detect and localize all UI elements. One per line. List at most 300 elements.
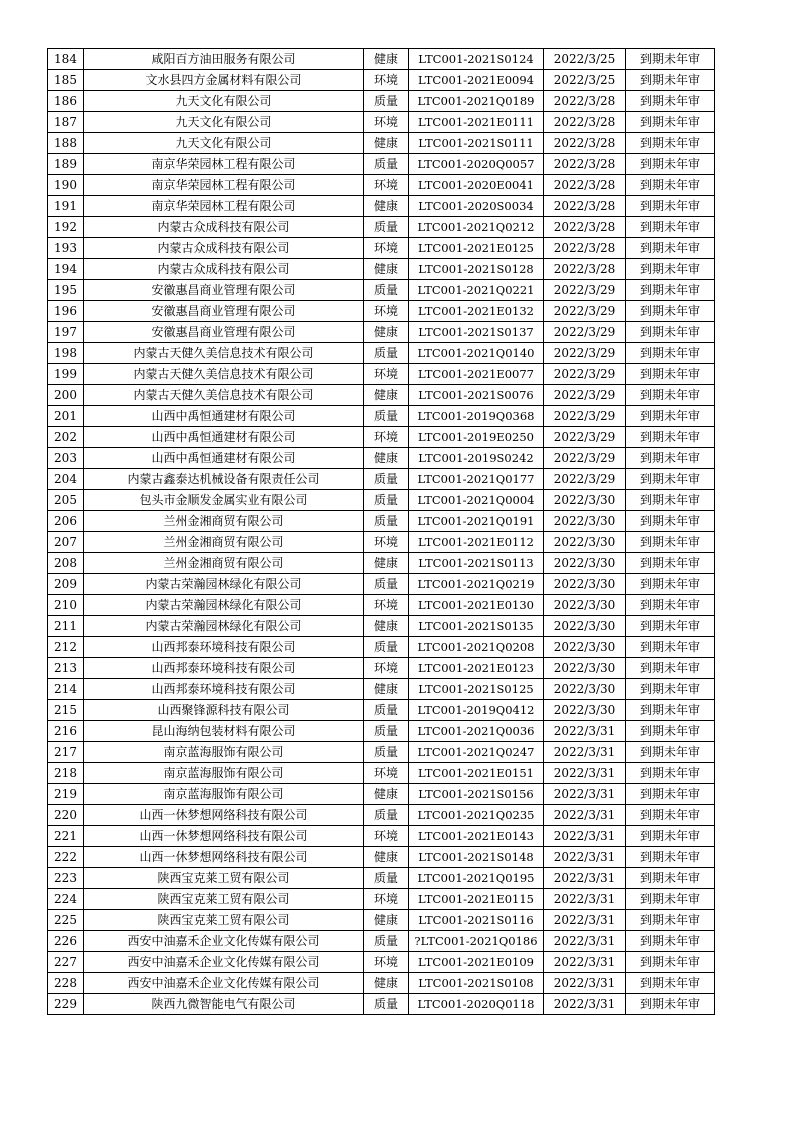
- table-row: [48, 784, 715, 805]
- table-row: [48, 679, 715, 700]
- status-cell: 到期未年审: [626, 952, 715, 973]
- row-number-cell: 196: [48, 301, 84, 322]
- date-cell: 2022/3/28: [544, 217, 626, 238]
- date-cell: 2022/3/31: [544, 931, 626, 952]
- date-cell: 2022/3/30: [544, 658, 626, 679]
- table-row: [48, 322, 715, 343]
- system-type-cell: 质量: [364, 217, 409, 238]
- row-number-cell: 192: [48, 217, 84, 238]
- company-name-cell: 安徽惠昌商业管理有限公司: [84, 301, 364, 322]
- table-row: [48, 532, 715, 553]
- system-type-cell: 质量: [364, 742, 409, 763]
- certificate-number-cell: LTC001-2021S0128: [409, 259, 544, 280]
- table-row: [48, 175, 715, 196]
- certificate-number-cell: LTC001-2021S0124: [409, 49, 544, 70]
- date-cell: 2022/3/31: [544, 742, 626, 763]
- row-number-cell: 217: [48, 742, 84, 763]
- certificate-number-cell: LTC001-2021E0132: [409, 301, 544, 322]
- date-cell: 2022/3/31: [544, 910, 626, 931]
- date-cell: 2022/3/31: [544, 805, 626, 826]
- date-cell: 2022/3/31: [544, 847, 626, 868]
- row-number-cell: 222: [48, 847, 84, 868]
- system-type-cell: 健康: [364, 322, 409, 343]
- certificate-number-cell: LTC001-2021E0143: [409, 826, 544, 847]
- date-cell: 2022/3/30: [544, 679, 626, 700]
- company-name-cell: 山西一休梦想网络科技有限公司: [84, 826, 364, 847]
- company-name-cell: 安徽惠昌商业管理有限公司: [84, 322, 364, 343]
- company-name-cell: 山西中禹恒通建材有限公司: [84, 427, 364, 448]
- system-type-cell: 健康: [364, 910, 409, 931]
- table-row: [48, 994, 715, 1015]
- date-cell: 2022/3/31: [544, 994, 626, 1015]
- table-row: [48, 826, 715, 847]
- date-cell: 2022/3/25: [544, 70, 626, 91]
- table-row: [48, 259, 715, 280]
- table-row: [48, 847, 715, 868]
- status-cell: 到期未年审: [626, 511, 715, 532]
- company-name-cell: 内蒙古天健久美信息技术有限公司: [84, 343, 364, 364]
- row-number-cell: 193: [48, 238, 84, 259]
- row-number-cell: 198: [48, 343, 84, 364]
- system-type-cell: 健康: [364, 133, 409, 154]
- date-cell: 2022/3/31: [544, 868, 626, 889]
- date-cell: 2022/3/30: [544, 490, 626, 511]
- status-cell: 到期未年审: [626, 742, 715, 763]
- certificate-number-cell: LTC001-2021S0156: [409, 784, 544, 805]
- status-cell: 到期未年审: [626, 343, 715, 364]
- system-type-cell: 质量: [364, 637, 409, 658]
- certificate-number-cell: LTC001-2019Q0368: [409, 406, 544, 427]
- table-row: [48, 721, 715, 742]
- date-cell: 2022/3/31: [544, 826, 626, 847]
- status-cell: 到期未年审: [626, 175, 715, 196]
- table-row: [48, 385, 715, 406]
- status-cell: 到期未年审: [626, 301, 715, 322]
- status-cell: 到期未年审: [626, 931, 715, 952]
- company-name-cell: 九天文化有限公司: [84, 133, 364, 154]
- row-number-cell: 202: [48, 427, 84, 448]
- row-number-cell: 224: [48, 889, 84, 910]
- status-cell: 到期未年审: [626, 910, 715, 931]
- date-cell: 2022/3/28: [544, 175, 626, 196]
- company-name-cell: 文水县四方金属材料有限公司: [84, 70, 364, 91]
- certificate-number-cell: LTC001-2019Q0412: [409, 700, 544, 721]
- date-cell: 2022/3/28: [544, 133, 626, 154]
- system-type-cell: 质量: [364, 721, 409, 742]
- certificate-number-cell: LTC001-2021Q0195: [409, 868, 544, 889]
- system-type-cell: 健康: [364, 49, 409, 70]
- system-type-cell: 健康: [364, 784, 409, 805]
- row-number-cell: 190: [48, 175, 84, 196]
- table-row: [48, 700, 715, 721]
- status-cell: 到期未年审: [626, 112, 715, 133]
- table-row: [48, 448, 715, 469]
- system-type-cell: 环境: [364, 427, 409, 448]
- system-type-cell: 环境: [364, 658, 409, 679]
- table-row: [48, 952, 715, 973]
- system-type-cell: 健康: [364, 616, 409, 637]
- status-cell: 到期未年审: [626, 406, 715, 427]
- status-cell: 到期未年审: [626, 49, 715, 70]
- status-cell: 到期未年审: [626, 826, 715, 847]
- status-cell: 到期未年审: [626, 805, 715, 826]
- system-type-cell: 环境: [364, 175, 409, 196]
- company-name-cell: 咸阳百方油田服务有限公司: [84, 49, 364, 70]
- row-number-cell: 208: [48, 553, 84, 574]
- company-name-cell: 山西邦泰环境科技有限公司: [84, 637, 364, 658]
- row-number-cell: 209: [48, 574, 84, 595]
- company-name-cell: 陕西九微智能电气有限公司: [84, 994, 364, 1015]
- status-cell: 到期未年审: [626, 658, 715, 679]
- certificate-table-body: [48, 49, 715, 1015]
- row-number-cell: 220: [48, 805, 84, 826]
- system-type-cell: 质量: [364, 343, 409, 364]
- table-row: [48, 217, 715, 238]
- table-row: [48, 280, 715, 301]
- table-row: [48, 742, 715, 763]
- status-cell: 到期未年审: [626, 448, 715, 469]
- system-type-cell: 质量: [364, 91, 409, 112]
- table-row: [48, 49, 715, 70]
- date-cell: 2022/3/28: [544, 154, 626, 175]
- company-name-cell: 九天文化有限公司: [84, 91, 364, 112]
- row-number-cell: 215: [48, 700, 84, 721]
- certificate-number-cell: LTC001-2021E0151: [409, 763, 544, 784]
- row-number-cell: 206: [48, 511, 84, 532]
- certificate-number-cell: LTC001-2020Q0057: [409, 154, 544, 175]
- certificate-number-cell: LTC001-2021E0109: [409, 952, 544, 973]
- status-cell: 到期未年审: [626, 595, 715, 616]
- system-type-cell: 质量: [364, 868, 409, 889]
- row-number-cell: 203: [48, 448, 84, 469]
- table-row: [48, 196, 715, 217]
- row-number-cell: 189: [48, 154, 84, 175]
- row-number-cell: 191: [48, 196, 84, 217]
- status-cell: 到期未年审: [626, 847, 715, 868]
- system-type-cell: 质量: [364, 994, 409, 1015]
- row-number-cell: 221: [48, 826, 84, 847]
- status-cell: 到期未年审: [626, 133, 715, 154]
- date-cell: 2022/3/30: [544, 700, 626, 721]
- row-number-cell: 218: [48, 763, 84, 784]
- status-cell: 到期未年审: [626, 70, 715, 91]
- row-number-cell: 213: [48, 658, 84, 679]
- date-cell: 2022/3/31: [544, 721, 626, 742]
- status-cell: 到期未年审: [626, 364, 715, 385]
- system-type-cell: 健康: [364, 553, 409, 574]
- company-name-cell: 内蒙古鑫泰达机械设备有限责任公司: [84, 469, 364, 490]
- date-cell: 2022/3/28: [544, 238, 626, 259]
- date-cell: 2022/3/29: [544, 280, 626, 301]
- row-number-cell: 201: [48, 406, 84, 427]
- company-name-cell: 山西一休梦想网络科技有限公司: [84, 805, 364, 826]
- company-name-cell: 山西一休梦想网络科技有限公司: [84, 847, 364, 868]
- status-cell: 到期未年审: [626, 574, 715, 595]
- certificate-number-cell: LTC001-2021Q0036: [409, 721, 544, 742]
- system-type-cell: 环境: [364, 364, 409, 385]
- certificate-number-cell: LTC001-2021Q0247: [409, 742, 544, 763]
- company-name-cell: 内蒙古天健久美信息技术有限公司: [84, 385, 364, 406]
- row-number-cell: 195: [48, 280, 84, 301]
- company-name-cell: 西安中油嘉禾企业文化传媒有限公司: [84, 952, 364, 973]
- date-cell: 2022/3/31: [544, 763, 626, 784]
- date-cell: 2022/3/28: [544, 259, 626, 280]
- certificate-number-cell: LTC001-2021E0111: [409, 112, 544, 133]
- company-name-cell: 昆山海纳包装材料有限公司: [84, 721, 364, 742]
- row-number-cell: 214: [48, 679, 84, 700]
- row-number-cell: 187: [48, 112, 84, 133]
- table-row: [48, 910, 715, 931]
- company-name-cell: 九天文化有限公司: [84, 112, 364, 133]
- system-type-cell: 健康: [364, 259, 409, 280]
- table-row: [48, 238, 715, 259]
- certificate-number-cell: LTC001-2021Q0004: [409, 490, 544, 511]
- table-row: [48, 490, 715, 511]
- status-cell: 到期未年审: [626, 385, 715, 406]
- status-cell: 到期未年审: [626, 154, 715, 175]
- table-row: [48, 763, 715, 784]
- table-row: [48, 973, 715, 994]
- certificate-number-cell: ?LTC001-2021Q0186: [409, 931, 544, 952]
- certificate-number-cell: LTC001-2021Q0212: [409, 217, 544, 238]
- table-row: [48, 364, 715, 385]
- table-row: [48, 91, 715, 112]
- certificate-number-cell: LTC001-2020E0041: [409, 175, 544, 196]
- company-name-cell: 内蒙古众成科技有限公司: [84, 217, 364, 238]
- date-cell: 2022/3/31: [544, 952, 626, 973]
- row-number-cell: 205: [48, 490, 84, 511]
- system-type-cell: 环境: [364, 238, 409, 259]
- table-row: [48, 931, 715, 952]
- system-type-cell: 质量: [364, 280, 409, 301]
- system-type-cell: 环境: [364, 70, 409, 91]
- date-cell: 2022/3/29: [544, 427, 626, 448]
- table-row: [48, 658, 715, 679]
- company-name-cell: 内蒙古众成科技有限公司: [84, 259, 364, 280]
- system-type-cell: 质量: [364, 511, 409, 532]
- certificate-number-cell: LTC001-2021Q0140: [409, 343, 544, 364]
- company-name-cell: 西安中油嘉禾企业文化传媒有限公司: [84, 973, 364, 994]
- certificate-number-cell: LTC001-2021S0125: [409, 679, 544, 700]
- company-name-cell: 南京华荣园林工程有限公司: [84, 154, 364, 175]
- row-number-cell: 194: [48, 259, 84, 280]
- table-row: [48, 637, 715, 658]
- company-name-cell: 兰州金湘商贸有限公司: [84, 532, 364, 553]
- certificate-number-cell: LTC001-2021E0115: [409, 889, 544, 910]
- row-number-cell: 207: [48, 532, 84, 553]
- certificate-number-cell: LTC001-2021S0137: [409, 322, 544, 343]
- certificate-number-cell: LTC001-2021S0076: [409, 385, 544, 406]
- status-cell: 到期未年审: [626, 322, 715, 343]
- company-name-cell: 山西邦泰环境科技有限公司: [84, 658, 364, 679]
- table-row: [48, 595, 715, 616]
- certificate-number-cell: LTC001-2021S0135: [409, 616, 544, 637]
- certificate-number-cell: LTC001-2020Q0118: [409, 994, 544, 1015]
- table-row: [48, 154, 715, 175]
- status-cell: 到期未年审: [626, 238, 715, 259]
- system-type-cell: 健康: [364, 679, 409, 700]
- status-cell: 到期未年审: [626, 217, 715, 238]
- table-row: [48, 889, 715, 910]
- date-cell: 2022/3/28: [544, 112, 626, 133]
- company-name-cell: 内蒙古荣瀚园林绿化有限公司: [84, 595, 364, 616]
- status-cell: 到期未年审: [626, 616, 715, 637]
- system-type-cell: 质量: [364, 700, 409, 721]
- date-cell: 2022/3/30: [544, 511, 626, 532]
- table-row: [48, 805, 715, 826]
- company-name-cell: 山西聚锋源科技有限公司: [84, 700, 364, 721]
- table-row: [48, 112, 715, 133]
- company-name-cell: 安徽惠昌商业管理有限公司: [84, 280, 364, 301]
- certificate-number-cell: LTC001-2021E0123: [409, 658, 544, 679]
- system-type-cell: 环境: [364, 112, 409, 133]
- system-type-cell: 质量: [364, 574, 409, 595]
- date-cell: 2022/3/28: [544, 196, 626, 217]
- row-number-cell: 185: [48, 70, 84, 91]
- date-cell: 2022/3/29: [544, 301, 626, 322]
- status-cell: 到期未年审: [626, 259, 715, 280]
- date-cell: 2022/3/29: [544, 322, 626, 343]
- certificate-number-cell: LTC001-2021Q0191: [409, 511, 544, 532]
- status-cell: 到期未年审: [626, 679, 715, 700]
- company-name-cell: 南京蓝海服饰有限公司: [84, 784, 364, 805]
- company-name-cell: 陕西宝克莱工贸有限公司: [84, 910, 364, 931]
- certificate-table: [47, 48, 715, 1015]
- row-number-cell: 188: [48, 133, 84, 154]
- status-cell: 到期未年审: [626, 973, 715, 994]
- certificate-number-cell: LTC001-2021Q0208: [409, 637, 544, 658]
- date-cell: 2022/3/29: [544, 448, 626, 469]
- certificate-number-cell: LTC001-2021E0125: [409, 238, 544, 259]
- system-type-cell: 质量: [364, 469, 409, 490]
- row-number-cell: 184: [48, 49, 84, 70]
- row-number-cell: 199: [48, 364, 84, 385]
- system-type-cell: 环境: [364, 952, 409, 973]
- table-row: [48, 553, 715, 574]
- system-type-cell: 质量: [364, 154, 409, 175]
- company-name-cell: 南京华荣园林工程有限公司: [84, 175, 364, 196]
- table-row: [48, 469, 715, 490]
- table-row: [48, 868, 715, 889]
- status-cell: 到期未年审: [626, 469, 715, 490]
- date-cell: 2022/3/30: [544, 574, 626, 595]
- status-cell: 到期未年审: [626, 721, 715, 742]
- status-cell: 到期未年审: [626, 196, 715, 217]
- status-cell: 到期未年审: [626, 868, 715, 889]
- date-cell: 2022/3/29: [544, 406, 626, 427]
- row-number-cell: 200: [48, 385, 84, 406]
- system-type-cell: 环境: [364, 595, 409, 616]
- company-name-cell: 兰州金湘商贸有限公司: [84, 511, 364, 532]
- row-number-cell: 228: [48, 973, 84, 994]
- certificate-number-cell: LTC001-2021Q0235: [409, 805, 544, 826]
- table-row: [48, 427, 715, 448]
- certificate-number-cell: LTC001-2021S0108: [409, 973, 544, 994]
- status-cell: 到期未年审: [626, 784, 715, 805]
- status-cell: 到期未年审: [626, 889, 715, 910]
- row-number-cell: 197: [48, 322, 84, 343]
- company-name-cell: 陕西宝克莱工贸有限公司: [84, 889, 364, 910]
- status-cell: 到期未年审: [626, 994, 715, 1015]
- status-cell: 到期未年审: [626, 700, 715, 721]
- certificate-number-cell: LTC001-2021S0148: [409, 847, 544, 868]
- company-name-cell: 南京蓝海服饰有限公司: [84, 742, 364, 763]
- certificate-number-cell: LTC001-2021Q0177: [409, 469, 544, 490]
- system-type-cell: 环境: [364, 889, 409, 910]
- row-number-cell: 212: [48, 637, 84, 658]
- company-name-cell: 南京蓝海服饰有限公司: [84, 763, 364, 784]
- company-name-cell: 山西邦泰环境科技有限公司: [84, 679, 364, 700]
- row-number-cell: 186: [48, 91, 84, 112]
- table-row: [48, 343, 715, 364]
- status-cell: 到期未年审: [626, 553, 715, 574]
- system-type-cell: 质量: [364, 805, 409, 826]
- row-number-cell: 211: [48, 616, 84, 637]
- date-cell: 2022/3/30: [544, 616, 626, 637]
- table-row: [48, 511, 715, 532]
- status-cell: 到期未年审: [626, 280, 715, 301]
- row-number-cell: 229: [48, 994, 84, 1015]
- date-cell: 2022/3/30: [544, 532, 626, 553]
- row-number-cell: 210: [48, 595, 84, 616]
- date-cell: 2022/3/31: [544, 784, 626, 805]
- system-type-cell: 质量: [364, 931, 409, 952]
- status-cell: 到期未年审: [626, 532, 715, 553]
- status-cell: 到期未年审: [626, 763, 715, 784]
- system-type-cell: 健康: [364, 973, 409, 994]
- system-type-cell: 环境: [364, 301, 409, 322]
- company-name-cell: 山西中禹恒通建材有限公司: [84, 406, 364, 427]
- status-cell: 到期未年审: [626, 637, 715, 658]
- row-number-cell: 204: [48, 469, 84, 490]
- system-type-cell: 质量: [364, 490, 409, 511]
- table-row: [48, 616, 715, 637]
- date-cell: 2022/3/29: [544, 385, 626, 406]
- company-name-cell: 内蒙古荣瀚园林绿化有限公司: [84, 616, 364, 637]
- system-type-cell: 健康: [364, 385, 409, 406]
- system-type-cell: 环境: [364, 532, 409, 553]
- company-name-cell: 陕西宝克莱工贸有限公司: [84, 868, 364, 889]
- row-number-cell: 223: [48, 868, 84, 889]
- company-name-cell: 山西中禹恒通建材有限公司: [84, 448, 364, 469]
- certificate-number-cell: LTC001-2019E0250: [409, 427, 544, 448]
- certificate-number-cell: LTC001-2021E0077: [409, 364, 544, 385]
- date-cell: 2022/3/29: [544, 343, 626, 364]
- date-cell: 2022/3/31: [544, 889, 626, 910]
- date-cell: 2022/3/30: [544, 637, 626, 658]
- row-number-cell: 216: [48, 721, 84, 742]
- certificate-number-cell: LTC001-2021E0112: [409, 532, 544, 553]
- company-name-cell: 西安中油嘉禾企业文化传媒有限公司: [84, 931, 364, 952]
- date-cell: 2022/3/28: [544, 91, 626, 112]
- company-name-cell: 南京华荣园林工程有限公司: [84, 196, 364, 217]
- company-name-cell: 兰州金湘商贸有限公司: [84, 553, 364, 574]
- date-cell: 2022/3/29: [544, 469, 626, 490]
- certificate-number-cell: LTC001-2021E0130: [409, 595, 544, 616]
- system-type-cell: 健康: [364, 448, 409, 469]
- system-type-cell: 健康: [364, 196, 409, 217]
- row-number-cell: 225: [48, 910, 84, 931]
- certificate-number-cell: LTC001-2021Q0189: [409, 91, 544, 112]
- date-cell: 2022/3/25: [544, 49, 626, 70]
- table-row: [48, 406, 715, 427]
- status-cell: 到期未年审: [626, 427, 715, 448]
- company-name-cell: 包头市金顺发金属实业有限公司: [84, 490, 364, 511]
- table-row: [48, 133, 715, 154]
- system-type-cell: 环境: [364, 763, 409, 784]
- certificate-number-cell: LTC001-2021S0111: [409, 133, 544, 154]
- table-row: [48, 301, 715, 322]
